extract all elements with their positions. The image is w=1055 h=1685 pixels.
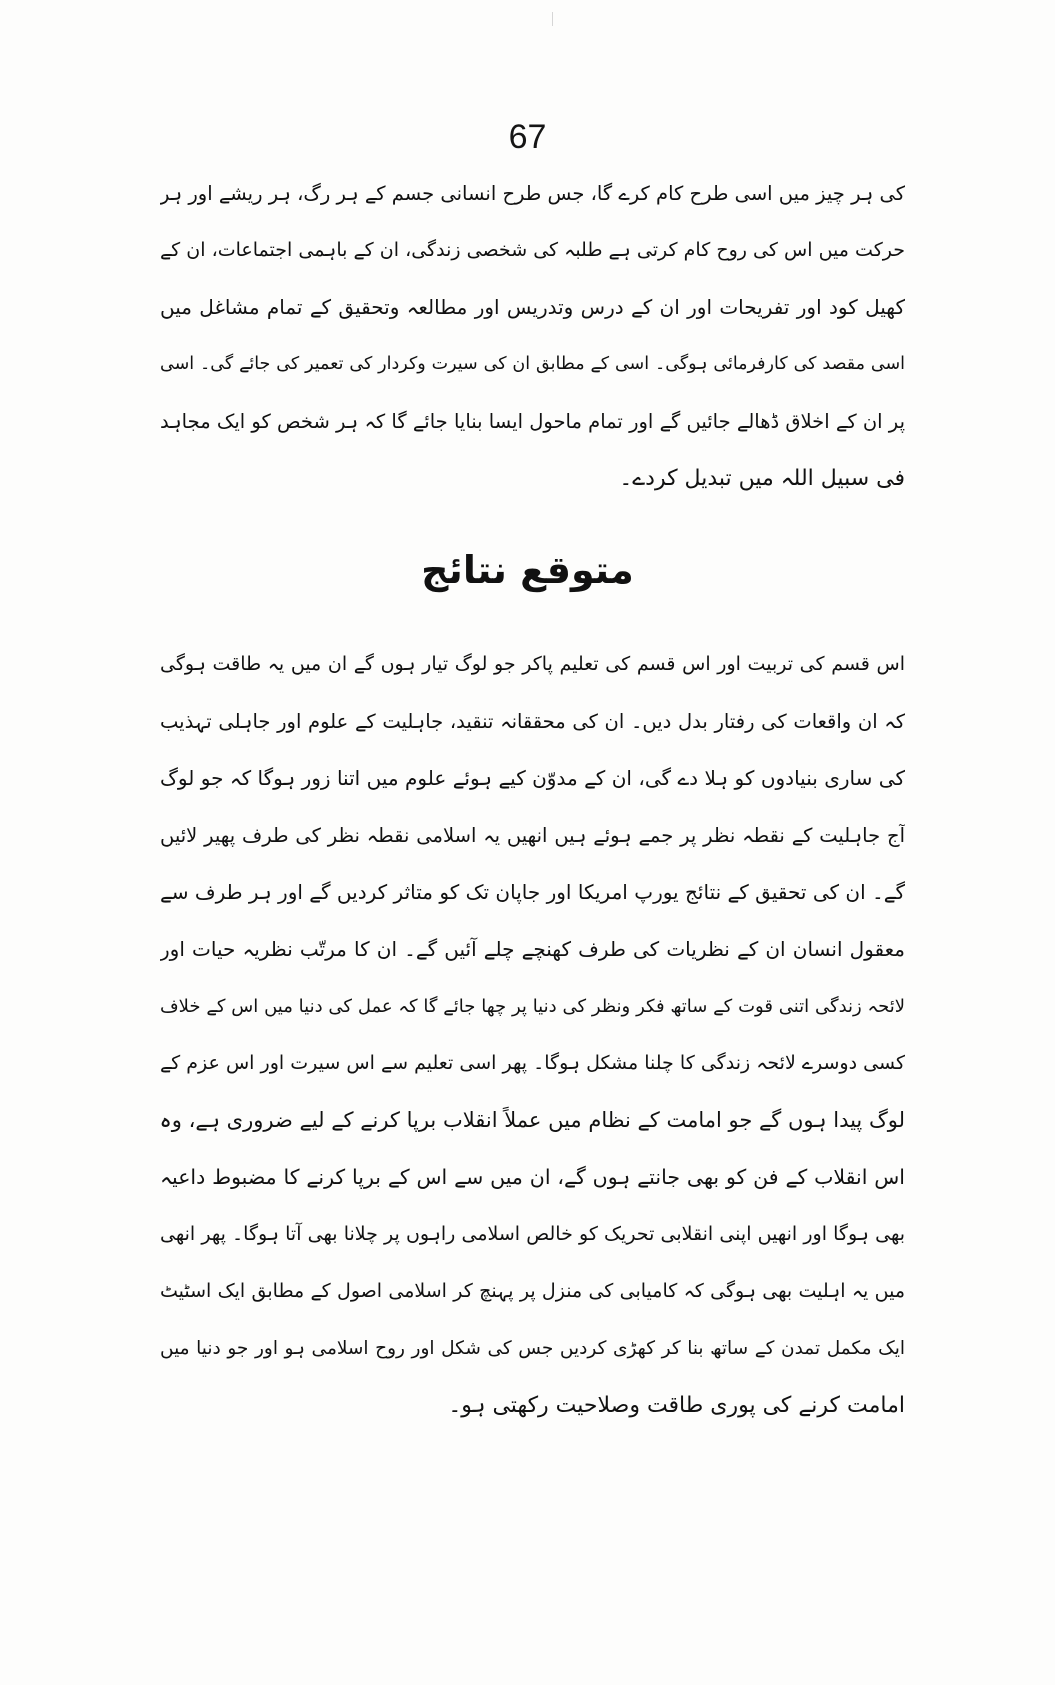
paragraph-line: معقول انسان ان کے نظریات کی طرف کھنچے چلے آئیں گے۔ ان کا مرتّب نظریہ حیات اور xyxy=(160,937,905,961)
paragraph-line: میں یہ اہلیت بھی ہوگی کہ کامیابی کی منزل پر پہنچ کر اسلامی اصول کے مطابق ایک اسٹیٹ xyxy=(160,1280,905,1302)
paragraph-line: پر ان کے اخلاق ڈھالے جائیں گے اور تمام ماحول ایسا بنایا جائے گا کہ ہر شخص کو ایک مجاہد xyxy=(160,410,905,433)
paragraph-line: کہ ان واقعات کی رفتار بدل دیں۔ ان کی محققانہ تنقید، جاہلیت کے علوم اور جاہلی تہذیب xyxy=(160,710,905,733)
paragraph-2 xyxy=(160,636,905,1434)
paragraph-line: امامت کرنے کی پوری طاقت وصلاحیت رکھتی ہو۔ xyxy=(448,1393,905,1418)
paragraph-line: اسی مقصد کی کارفرمائی ہوگی۔ اسی کے مطابق ان کی سیرت وکردار کی تعمیر کی جائے گی۔ اسی xyxy=(160,354,905,374)
paragraph-line: کھیل کود اور تفریحات اور ان کے درس وتدریس اور مطالعہ وتحقیق کے تمام مشاغل میں xyxy=(160,295,905,319)
paragraph-line: کی ہر چیز میں اسی طرح کام کرے گا، جس طرح انسانی جسم کے ہر رگ، ہر ریشے اور ہر xyxy=(160,182,905,205)
paragraph-line: لوگ پیدا ہوں گے جو امامت کے نظام میں عملاً انقلاب برپا کرنے کے لیے ضروری ہے، وہ xyxy=(160,1108,905,1132)
paragraph-line: حرکت میں اس کی روح کام کرتی ہے طلبہ کی شخصی زندگی، ان کے باہمی اجتماعات، ان کے xyxy=(160,239,905,261)
paragraph-line: بھی ہوگا اور انھیں اپنی انقلابی تحریک کو خالص اسلامی راہوں پر چلانا بھی آتا ہوگا۔ پھر انھی xyxy=(160,1223,905,1245)
scan-mark xyxy=(552,12,553,26)
paragraph-line: اس انقلاب کے فن کو بھی جانتے ہوں گے، ان میں سے اس کے برپا کرنے کا مضبوط داعیہ xyxy=(160,1165,905,1189)
paragraph-line: آج جاہلیت کے نقطہ نظر پر جمے ہوئے ہیں انھیں یہ اسلامی نقطہ نظر کی طرف پھیر لائیں xyxy=(160,824,905,847)
paragraph-1 xyxy=(160,165,905,507)
paragraph-line: کسی دوسرے لائحہ زندگی کا چلنا مشکل ہوگا۔ پھر اسی تعلیم سے اس سیرت اور اس عزم کے xyxy=(160,1052,905,1074)
paragraph-line: لائحہ زندگی اتنی قوت کے ساتھ فکر ونظر کی دنیا پر چھا جائے گا کہ عمل کی دنیا میں اس کے خلاف xyxy=(160,996,905,1017)
section-heading: متوقع نتائج xyxy=(421,548,634,592)
paragraph-line: ایک مکمل تمدن کے ساتھ بنا کر کھڑی کردیں جس کی شکل اور روح اسلامی ہو اور جو دنیا میں xyxy=(160,1338,905,1359)
paragraph-line: گے۔ ان کی تحقیق کے نتائج یورپ امریکا اور جاپان تک کو متاثر کردیں گے اور ہر طرف سے xyxy=(160,880,905,904)
paragraph-line: فی سبیل اللہ میں تبدیل کردے۔ xyxy=(619,466,905,491)
paragraph-line: اس قسم کی تربیت اور اس قسم کی تعلیم پاکر جو لوگ تیار ہوں گے ان میں یہ طاقت ہوگی xyxy=(160,653,905,675)
paragraph-line: کی ساری بنیادوں کو ہلا دے گی، ان کے مدوّن کیے ہوئے علوم میں اتنا زور ہوگا کہ جو لوگ xyxy=(160,766,905,790)
page-number: 67 xyxy=(508,118,547,156)
